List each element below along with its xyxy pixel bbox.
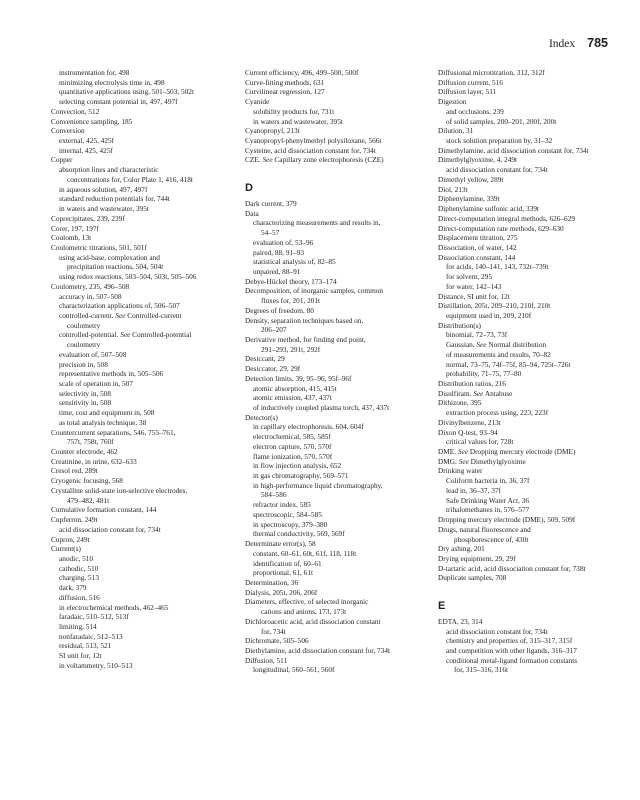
index-entry: Determinate error(s), 58	[245, 539, 316, 549]
index-entry: Data	[245, 208, 259, 218]
index-subentry: using redox reactions, 503–504, 503t, 505–506	[59, 272, 197, 282]
index-column-3	[438, 68, 624, 675]
index-entry: Cyanide	[245, 97, 270, 107]
index-entry: Divinylbenzene, 213t	[438, 417, 501, 427]
index-entry: Coulometric titrations, 501, 501f	[51, 242, 147, 252]
index-subentry: and occlusions, 239	[446, 106, 504, 116]
index-subentry: in electrochemical methods, 462–465	[59, 602, 169, 612]
index-entry: Degrees of freedom, 80	[245, 305, 314, 315]
index-entry: Distillation, 205t, 209–210, 210f, 210t	[438, 301, 551, 311]
index-entry: Displacement titration, 275	[438, 233, 518, 243]
index-subentry: in waters and wastewater, 395t	[253, 116, 343, 126]
index-subentry: constant, 60–61, 60t, 61f, 118, 118t	[253, 548, 357, 558]
index-entry: Disulfiram. See Antabuse	[438, 388, 513, 398]
running-header	[549, 36, 608, 50]
index-subentry: sensitivity in, 508	[59, 398, 112, 408]
index-subentry: acid dissociation constant for, 734t	[446, 165, 548, 175]
index-subentry: controlled-potential. See Controlled-potential	[59, 330, 192, 340]
index-entry: Density, separation techniques based on,	[245, 315, 364, 325]
index-subentry: in capillary electrophoresis, 604, 604f	[253, 422, 364, 432]
index-subentry: in gas chromatography, 569–571	[253, 471, 349, 481]
index-subentry: 54–57	[261, 228, 280, 238]
index-entry: Desiccator, 29, 29f	[245, 364, 301, 374]
index-subentry: cations and anions, 173, 173t	[261, 607, 347, 617]
index-subentry: in aqueous solution, 497, 497f	[59, 184, 148, 194]
index-subentry: normal, 73–75, 74f–75f, 85–94, 725t–726t	[446, 359, 571, 369]
index-entry: Derivative method, for finding end point,	[245, 334, 366, 344]
index-subentry: accuracy in, 507–508	[59, 291, 122, 301]
index-subentry: Gaussian. See Normal distribution	[446, 340, 547, 350]
index-subentry: precision in, 508	[59, 359, 108, 369]
index-subentry: fluxes for, 201, 201t	[261, 296, 321, 306]
index-subentry: conditional metal-ligand formation constants	[446, 655, 578, 665]
index-subentry: limiting, 514	[59, 621, 97, 631]
index-entry: Distribution(s)	[438, 320, 481, 330]
index-subentry: in high-performance liquid chromatography,	[253, 480, 383, 490]
letter-heading: D	[245, 181, 253, 194]
index-subentry: binomial, 72–73, 73f	[446, 330, 508, 340]
index-entry: Distribution ratios, 216	[438, 379, 506, 388]
index-entry: Crystalline solid-state ion-selective electrodes,	[51, 485, 188, 495]
index-subentry: for, 734t	[261, 626, 286, 636]
index-entry: Dilution, 31	[438, 126, 474, 136]
index-subentry: atomic emission, 437, 437t	[253, 393, 332, 403]
index-subentry: selecting constant potential in, 497, 497f	[59, 97, 178, 107]
index-subentry: for acids, 140–141, 143, 732t–739t	[446, 262, 549, 272]
index-entry: Cyanopropyl-phenylmethyl polysiloxane, 566t	[245, 136, 382, 146]
index-entry: Diphenylamine, 339t	[438, 194, 500, 204]
index-entry: Cupferron, 249t	[51, 515, 98, 525]
index-entry: CZE. See Capillary zone electrophoresis (CZE)	[245, 155, 384, 165]
index-entry: Copper	[51, 155, 73, 165]
index-entry: Curve-fitting methods, 631	[245, 77, 325, 87]
index-subentry: of inductively coupled plasma torch, 437, 437t	[253, 403, 390, 412]
index-subentry: anodic, 510	[59, 553, 94, 563]
index-subentry: as total analysis technique, 38	[59, 417, 147, 427]
index-entry: Cryogenic focusing, 568	[51, 476, 123, 486]
index-subentry: refractor index, 585	[253, 500, 311, 510]
index-subentry: lead in, 36–37, 37f	[446, 485, 501, 495]
index-subentry: atomic absorption, 415, 415t	[253, 383, 337, 393]
index-subentry: minimizing electrolysis time in, 498	[59, 77, 165, 87]
index-subentry: Coliform bacteria in, 36, 37f	[446, 476, 530, 486]
index-subentry: characterizing measurements and results in,	[253, 218, 381, 228]
index-subentry: 584–586	[261, 490, 287, 500]
index-entry: Diameters, effective, of selected inorganic	[245, 597, 369, 607]
index-entry: Creatinine, in urine, 632–633	[51, 456, 137, 466]
index-subentry: critical values for, 728t	[446, 437, 514, 447]
index-entry: Dimethyl yellow, 289t	[438, 174, 504, 184]
index-entry: Dropping mercury electrode (DME), 509, 509f	[438, 515, 576, 525]
index-subentry: residual, 513, 521	[59, 641, 112, 651]
index-subentry: solubility products for, 731t	[253, 106, 335, 116]
index-entry: DMG. See Dimethylglyoxime	[438, 456, 526, 466]
index-subentry: precipitation reactions, 504, 504t	[67, 262, 164, 272]
index-subentry: acid dissociation constant for, 734t	[446, 626, 548, 636]
index-subentry: absorption lines and characteristic	[59, 165, 159, 175]
index-subentry: spectroscopic, 584–585	[253, 509, 322, 519]
index-entry: Current efficiency, 496, 499–500, 500f	[245, 68, 359, 77]
index-entry: Dark current, 379	[245, 198, 297, 208]
index-subentry: statistical analysis of, 82–85	[253, 257, 336, 267]
index-subentry: SI unit for, 12t	[59, 651, 102, 661]
index-subentry: dark, 379	[59, 583, 87, 593]
index-entry: Diffusion, 511	[245, 655, 288, 665]
index-subentry: in spectroscopy, 379–380	[253, 519, 328, 529]
index-entry: Diffusion current, 516	[438, 77, 503, 87]
index-entry: Direct-computation integral methods, 626–629	[438, 213, 575, 223]
index-entry: Duplicate samples, 708	[438, 573, 507, 583]
index-entry: Dichloroacetic acid, acid dissociation constant	[245, 616, 381, 626]
index-subentry: coulometry	[67, 340, 101, 350]
index-subentry: characterization applications of, 506–507	[59, 301, 180, 311]
index-subentry: stock solution preparation by, 31–32	[446, 136, 553, 146]
index-subentry: charging, 513	[59, 573, 99, 583]
index-entry: Coprecipitates, 239, 239f	[51, 213, 125, 223]
index-subentry: of measurements and results, 70–82	[446, 349, 551, 359]
index-entry: Debye-Hückel theory, 173–174	[245, 276, 337, 286]
page-number: 785	[587, 36, 608, 50]
index-entry: Diphenylamine sulfonic acid, 339t	[438, 204, 539, 214]
index-subentry: cathodic, 510	[59, 563, 99, 573]
index-subentry: for water, 142–143	[446, 281, 502, 291]
index-entry: Cresol red, 289t	[51, 466, 98, 476]
index-subentry: 291–293, 291t, 292f	[261, 344, 321, 354]
index-entry: Dissociation, of water, 142	[438, 242, 517, 252]
index-entry: Conversion	[51, 126, 85, 136]
index-entry: Cumulative formation constant, 144	[51, 505, 157, 515]
index-subentry: Safe Drinking Water Act, 36	[446, 495, 529, 505]
index-subentry: for, 315–316, 316t	[454, 665, 509, 675]
index-entry: Diol, 213t	[438, 184, 468, 194]
letter-heading: E	[438, 599, 446, 612]
index-subentry: using acid-base, complexation and	[59, 252, 160, 262]
index-column-2	[245, 68, 432, 675]
index-subentry: external, 425, 425f	[59, 136, 115, 146]
index-entry: Curvilinear regression, 127	[245, 87, 325, 97]
index-entry: Cyanopropyl, 213t	[245, 126, 300, 136]
index-subentry: time, cost and equipment in, 508	[59, 408, 155, 418]
index-entry: Diffusion layer, 511	[438, 87, 497, 97]
index-subentry: standard reduction potentials for, 744t	[59, 194, 170, 204]
index-subentry: coulometry	[67, 320, 101, 330]
index-entry: Distance, SI unit for, 12t	[438, 291, 510, 301]
index-subentry: phosphorescence of, 430t	[454, 534, 529, 544]
index-entry: Diffusional microtitration, 312, 312f	[438, 68, 545, 77]
index-subentry: trihalomethanes in, 576–577	[446, 505, 530, 515]
section-gap	[245, 165, 432, 175]
index-subentry: in flow injection analysis, 652	[253, 461, 342, 471]
index-entry: Current(s)	[51, 544, 81, 554]
index-entry: Coulomb, 13t	[51, 233, 92, 243]
index-entry: Coulometry, 235, 496–508	[51, 281, 130, 291]
index-entry: Convenience sampling, 185	[51, 116, 133, 126]
index-entry: Cupron, 249t	[51, 534, 90, 544]
index-entry: Dithizone, 395	[438, 398, 482, 408]
index-subentry: chemistry and properties of, 315–317, 315f	[446, 636, 573, 646]
index-subentry: 206–207	[261, 325, 287, 335]
index-entry: D-tartaric acid, acid dissociation constant for, 738t	[438, 563, 586, 573]
index-subentry: and competition with other ligands, 316–317	[446, 645, 577, 655]
index-entry: Decomposition, of inorganic samples, common	[245, 286, 384, 296]
index-subentry: 757t, 758t, 760f	[67, 437, 114, 447]
index-subentry: 479–482, 481t	[67, 495, 110, 505]
index-entry: Detection limits, 39, 95–96, 95f–96f	[245, 373, 352, 383]
index-entry: Dixon Q-test, 93–94	[438, 427, 498, 437]
index-column-1	[51, 68, 237, 671]
index-subentry: unpaired, 88–91	[253, 266, 301, 276]
index-subentry: controlled-current. See Controlled-current	[59, 310, 182, 320]
index-subentry: equipment used in, 209, 210f	[446, 310, 532, 320]
index-subentry: electrochemical, 585, 585f	[253, 432, 331, 442]
index-entry: EDTA, 23, 314	[438, 616, 483, 626]
index-entry: DME. See Dropping mercury electrode (DME)	[438, 447, 576, 457]
index-subentry: flame ionization, 570, 570f	[253, 451, 333, 461]
index-subentry: evaluation of, 507–508	[59, 349, 127, 359]
index-entry: Drugs, natural fluorescence and	[438, 524, 531, 534]
index-entry: Determination, 36	[245, 577, 299, 587]
index-entry: Digestion	[438, 97, 467, 107]
index-entry: Detector(s)	[245, 412, 278, 422]
index-entry: Direct-computation rate methods, 629–630	[438, 223, 564, 233]
index-subentry: evaluation of, 53–96	[253, 237, 314, 247]
index-subentry: nonfaradaic, 512–513	[59, 631, 123, 641]
index-entry: Desiccant, 29	[245, 354, 285, 364]
index-entry: Corer, 197, 197f	[51, 223, 99, 233]
index-subentry: faradaic, 510–512, 513f	[59, 612, 129, 622]
index-subentry: for solvent, 295	[446, 272, 493, 282]
index-entry: Dimethylglyoxime, 4, 249t	[438, 155, 518, 165]
index-subentry: selectivity in, 508	[59, 388, 112, 398]
index-subentry: proportional, 61, 61t	[253, 568, 313, 578]
index-subentry: extraction process using, 223, 223f	[446, 408, 549, 418]
index-entry: Dialysis, 205t, 206, 206f	[245, 587, 318, 597]
index-subentry: acid dissociation constant for, 734t	[59, 524, 161, 534]
index-entry: Countercurrent separations, 546, 755–761,	[51, 427, 176, 437]
index-subentry: in voltammetry, 510–513	[59, 660, 133, 670]
index-subentry: electron capture, 570, 570f	[253, 441, 332, 451]
index-subentry: thermal conductivity, 569, 569f	[253, 529, 345, 539]
index-subentry: of solid samples, 200–201, 200f, 200t	[446, 116, 557, 126]
index-entry: Dimethylamine, acid dissociation constant for, 734t	[438, 145, 589, 155]
index-subentry: instrumentation for, 498	[59, 68, 130, 77]
index-subentry: representative methods in, 505–506	[59, 369, 164, 379]
index-subentry: paired, 88, 91–93	[253, 247, 305, 257]
index-entry: Drinking water	[438, 466, 483, 476]
index-entry: Drying equipment, 29, 29f	[438, 553, 516, 563]
index-subentry: diffusion, 516	[59, 592, 100, 602]
index-entry: Dichromate, 505–506	[245, 636, 309, 646]
index-entry: Dissociation constant, 144	[438, 252, 516, 262]
index-subentry: concentrations for, Color Plate 1, 416, 418t	[67, 174, 193, 184]
index-subentry: scale of operation in, 507	[59, 379, 133, 388]
index-subentry: internal, 425, 425f	[59, 145, 113, 155]
index-entry: Cysteine, acid dissociation constant for, 734t	[245, 145, 376, 155]
index-subentry: in waters and wastewater, 395t	[59, 204, 149, 214]
index-subentry: probability, 71–75, 77–80	[446, 369, 522, 379]
index-subentry: identification of, 60–61	[253, 558, 322, 568]
section-gap	[438, 583, 624, 593]
index-entry: Convection, 512	[51, 106, 100, 116]
index-entry: Dry ashing, 201	[438, 544, 485, 554]
index-subentry: longitudinal, 560–561, 560f	[253, 665, 335, 675]
index-subentry: quantitative applications using, 501–503, 502t	[59, 87, 194, 97]
index-entry: Diethylamine, acid dissociation constant for, 734t	[245, 645, 391, 655]
header-section-label: Index	[548, 38, 576, 50]
index-entry: Counter electrode, 462	[51, 447, 118, 457]
